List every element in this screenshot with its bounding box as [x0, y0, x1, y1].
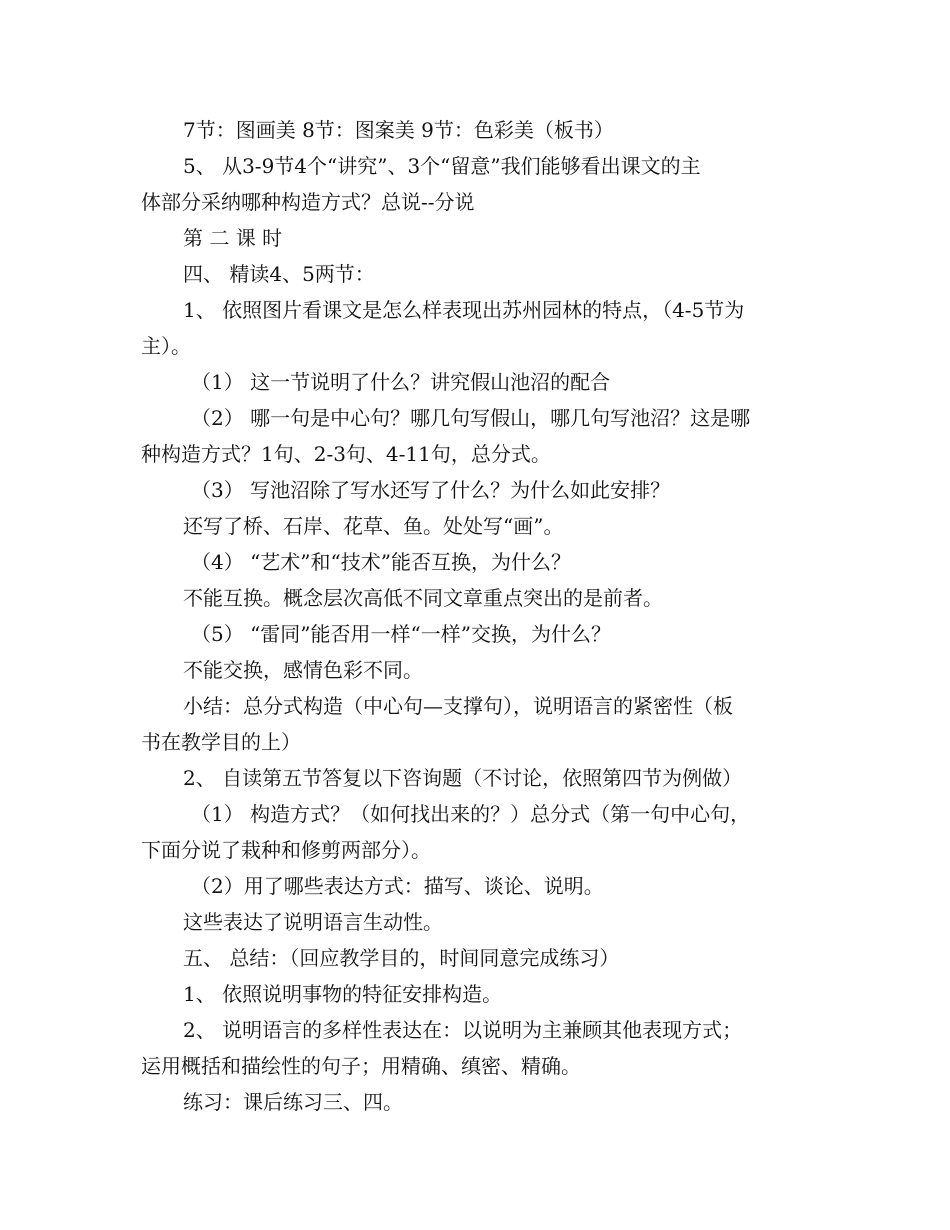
document-body: [141, 112, 813, 1120]
text-line: 这些表达了说明语言生动性。: [183, 910, 443, 934]
text-line: 运用概括和描绘性的句子；用精确、缜密、精确。: [141, 1054, 581, 1078]
text-line: 主）。: [141, 334, 191, 358]
text-line: 五、 总结：（回应教学目的，时间同意完成练习）: [183, 946, 620, 970]
text-line: 小结：总分式构造（中心句—支撑句），说明语言的紧密性（板: [183, 694, 733, 718]
text-line: （1） 构造方式？（如何找出来的？）总分式（第一句中心句，: [191, 802, 751, 826]
text-line: （2） 哪一句是中心句？哪几句写假山，哪几句写池沼？这是哪: [191, 406, 751, 430]
text-line: 种构造方式？1句、2-3句、4-11句，总分式。: [141, 442, 551, 466]
text-line: （1） 这一节说明了什么？讲究假山池沼的配合: [191, 370, 611, 394]
text-line: 不能互换。概念层次高低不同文章重点突出的是前者。: [183, 586, 663, 610]
text-line: （5） “雷同”能否用一样“一样”交换，为什么？: [191, 622, 611, 646]
text-line: 1、 依照说明事物的特征安排构造。: [183, 982, 503, 1006]
text-line: 5、 从3-9节4个“讲究”、3个“留意”我们能够看出课文的主: [183, 154, 701, 178]
text-line: （2）用了哪些表达方式：描写、谈论、说明。: [191, 874, 604, 898]
text-line: 2、 自读第五节答复以下咨询题（不讨论，依照第四节为例做）: [183, 766, 743, 790]
text-line: 2、 说明语言的多样性表达在：以说明为主兼顾其他表现方式；: [183, 1018, 743, 1042]
text-line: 不能交换，感情色彩不同。: [183, 658, 423, 682]
text-line: 下面分说了栽种和修剪两部分）。: [141, 838, 431, 862]
text-line: 第 二 课 时: [183, 226, 283, 250]
text-line: 体部分采纳哪种构造方式？总说--分说: [141, 190, 475, 214]
text-line: （4） “艺术”和“技术”能否互换，为什么？: [191, 550, 571, 574]
text-line: 还写了桥、石岸、花草、鱼。处处写“画”。: [183, 514, 564, 538]
text-line: （3） 写池沼除了写水还写了什么？为什么如此安排？: [191, 478, 671, 502]
text-line: 四、 精读4、5两节：: [183, 262, 375, 286]
text-line: 7节：图画美 8节：图案美 9节：色彩美（板书）: [183, 118, 614, 142]
text-line: 练习：课后练习三、四。: [183, 1090, 403, 1114]
text-line: 书在教学目的上）: [141, 730, 301, 754]
text-line: 1、 依照图片看课文是怎么样表现出苏州园林的特点，（4-5节为: [183, 298, 745, 322]
